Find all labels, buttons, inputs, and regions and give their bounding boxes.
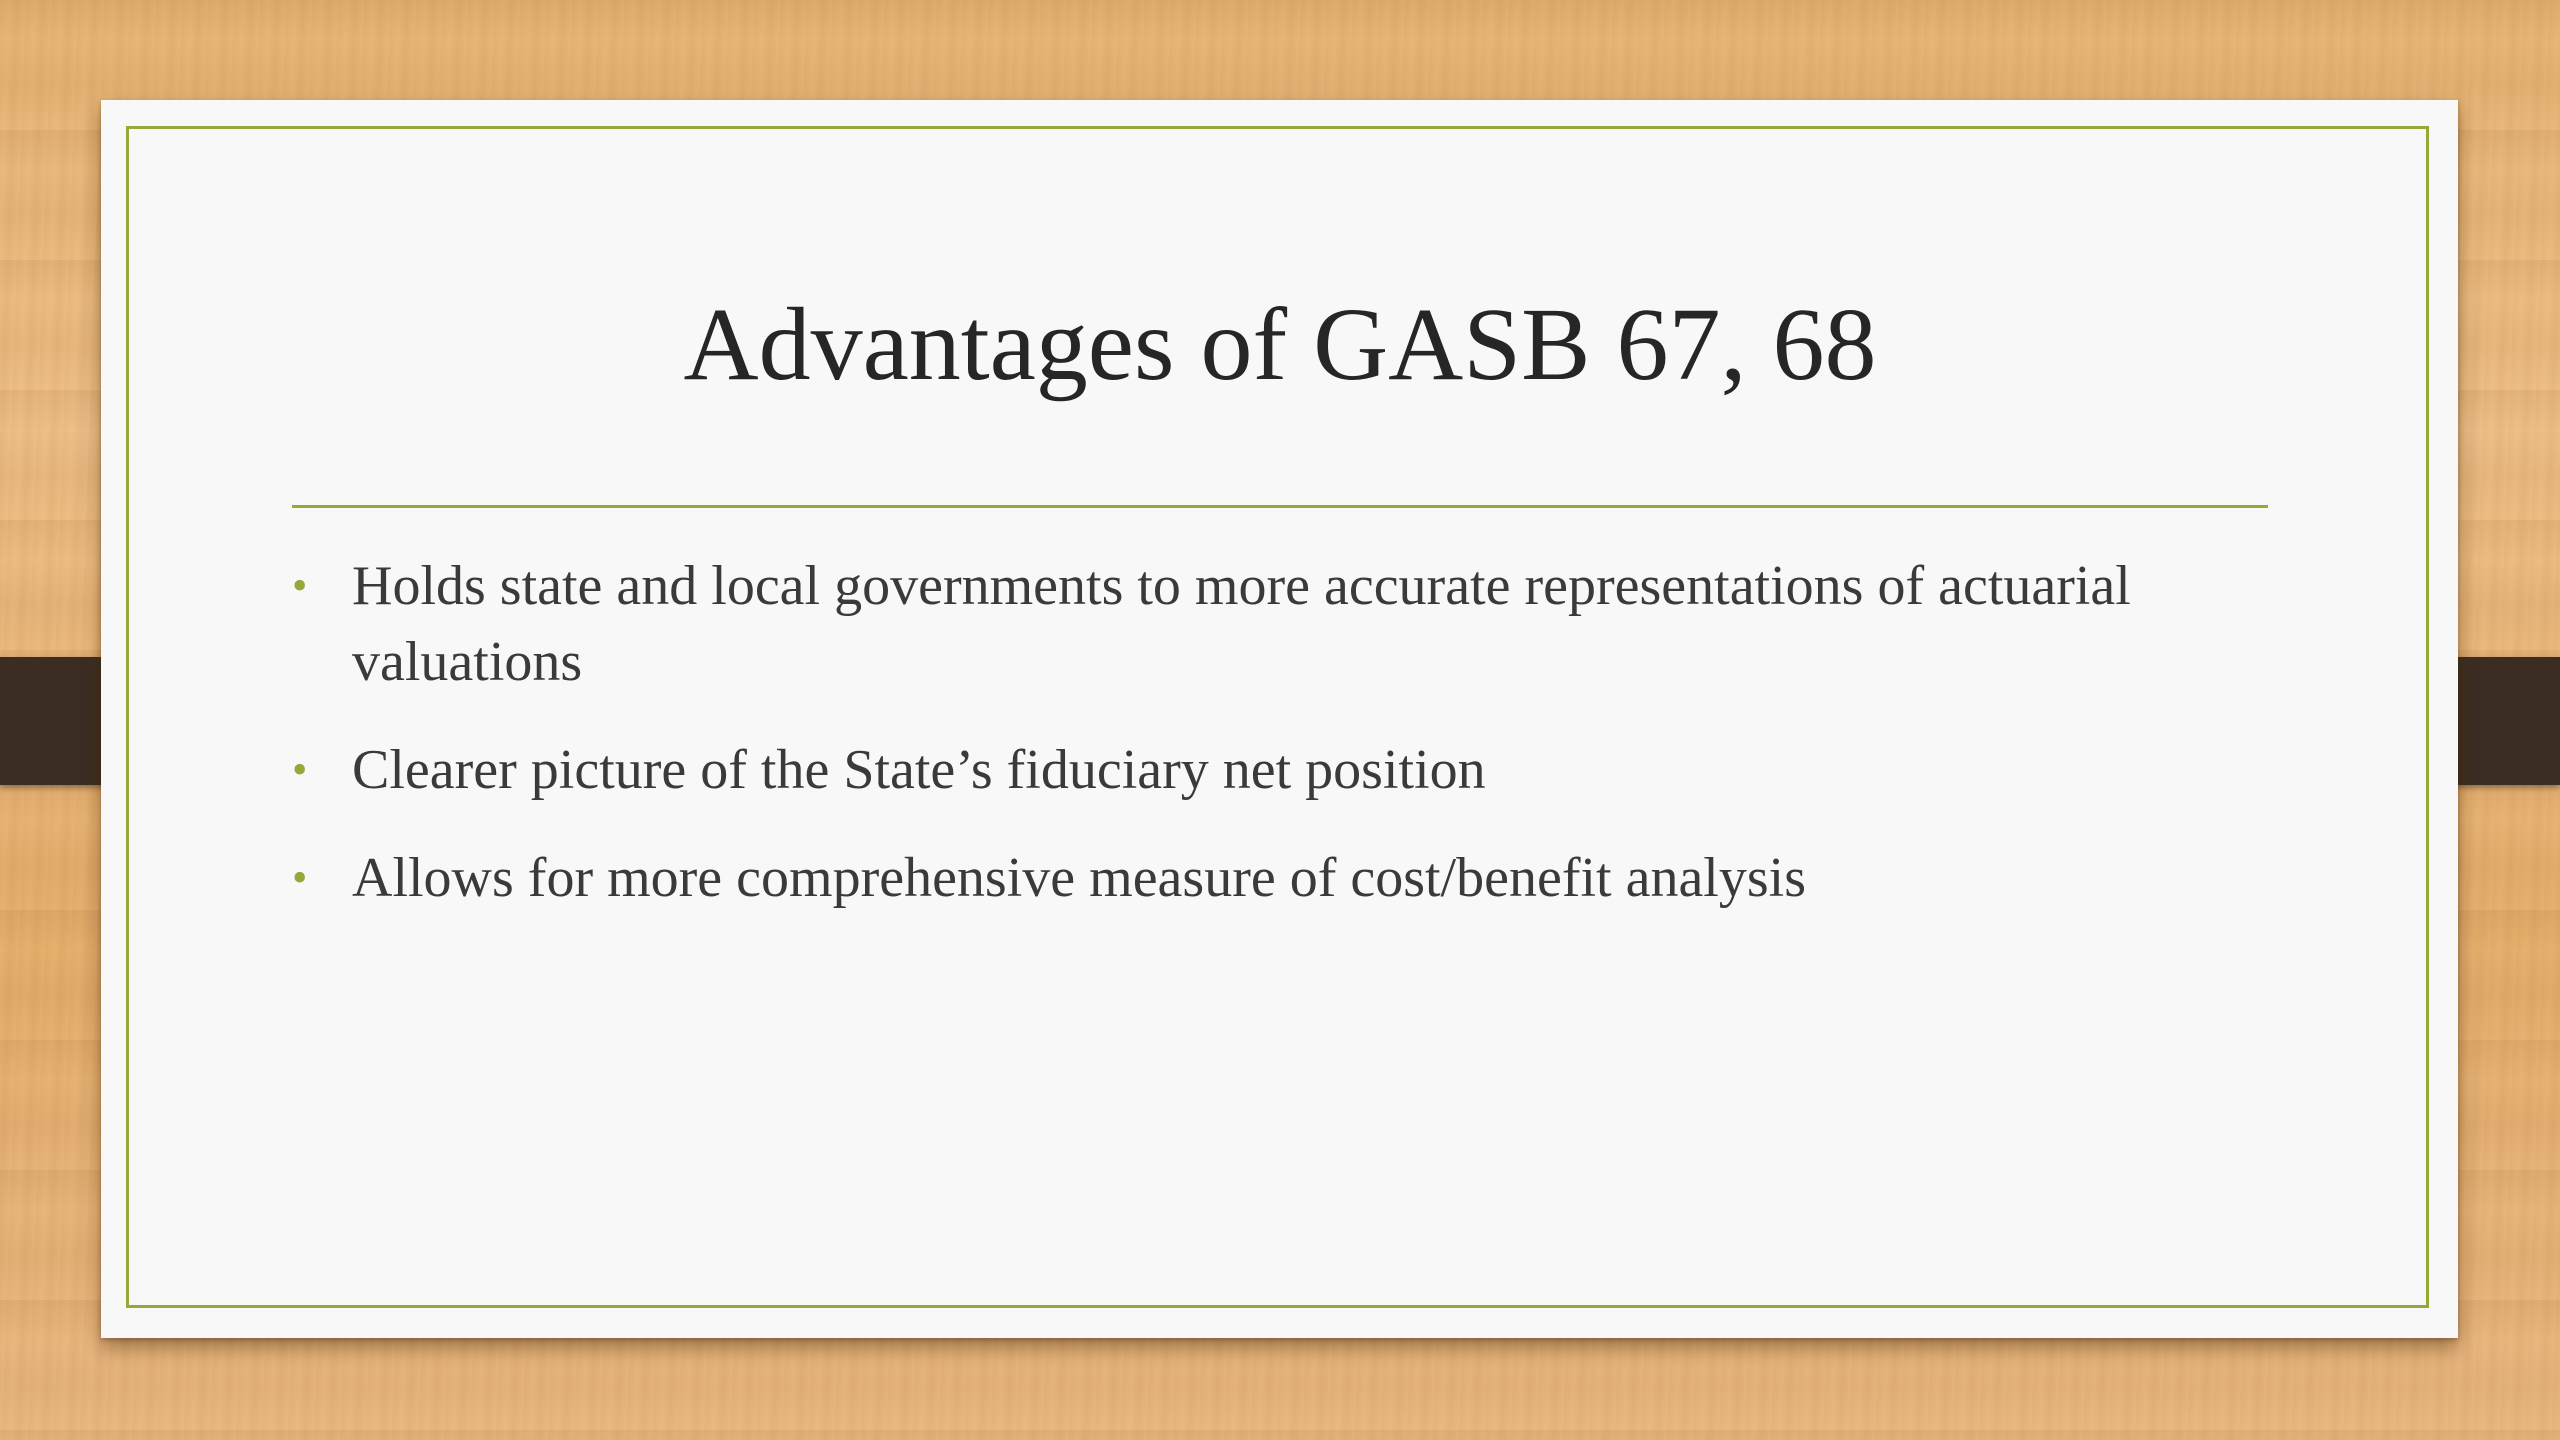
title-divider: [292, 505, 2268, 508]
slide-title: Advantages of GASB 67, 68: [683, 287, 1877, 402]
bullet-item: [292, 840, 2152, 916]
bullet-text: Clearer picture of the State’s fiduciary net position: [352, 739, 1486, 801]
bullet-text: Holds state and local governments to more accurate representations of actuarial valuations: [352, 555, 2131, 693]
bullet-list: [292, 548, 2152, 948]
bullet-item: [292, 732, 2152, 808]
bullet-item: [292, 548, 2152, 700]
bullet-dot-icon: •: [292, 745, 308, 794]
bullet-dot-icon: •: [292, 561, 308, 610]
bullet-dot-icon: •: [292, 853, 308, 902]
bullet-text: Allows for more comprehensive measure of cost/benefit analysis: [352, 847, 1807, 909]
